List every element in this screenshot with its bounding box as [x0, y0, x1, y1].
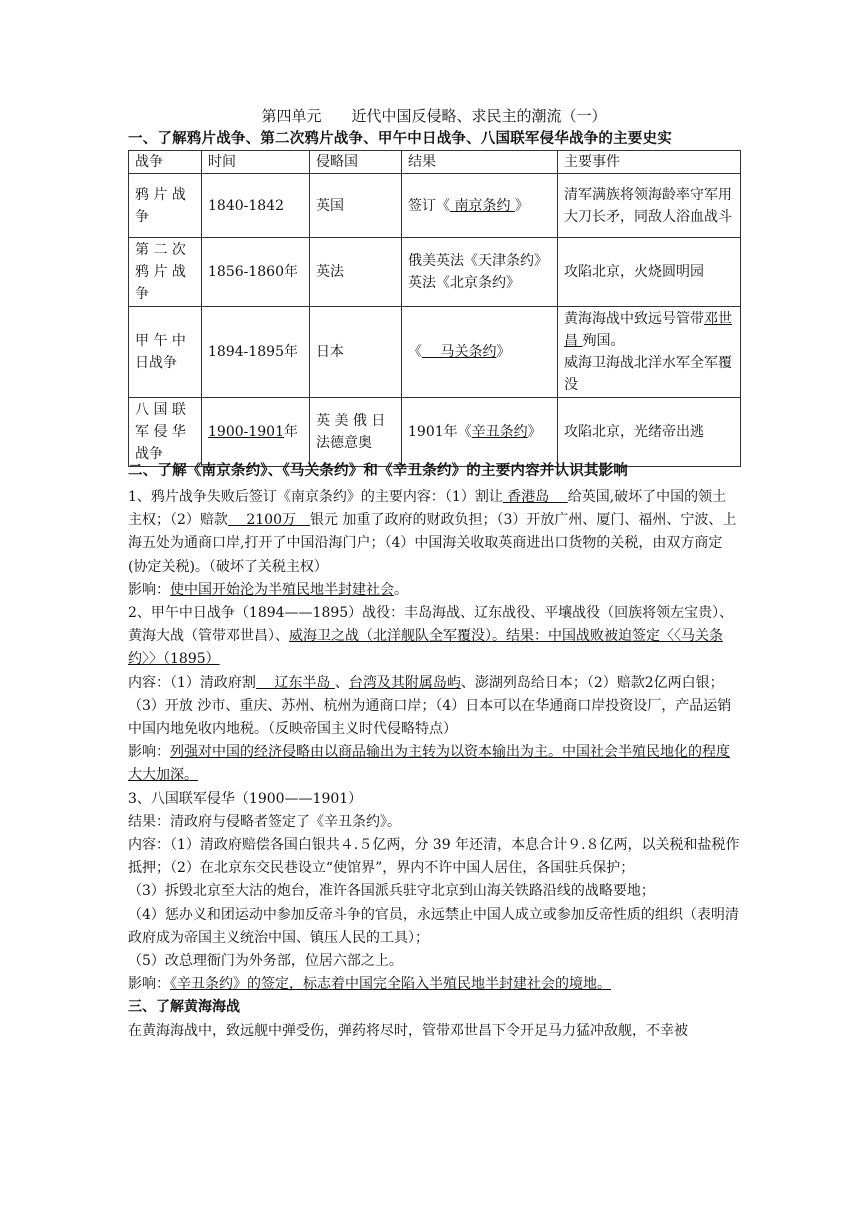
cell-war: 八 国 联军 侵 华战争 — [129, 398, 202, 467]
section-heading-2: 二、了解《南京条约》、《马关条约》和《辛丑条约》的主要内容并认识其影响 — [128, 462, 628, 479]
cell-events: 黄海海战中致远号管带邓世昌 殉国。 威海卫海战北洋水军全军覆没 — [558, 307, 741, 398]
table-row — [129, 398, 741, 467]
cell-events: 攻陷北京，火烧圆明园 — [558, 238, 741, 307]
paragraph-shimonoseki-content: 内容：（1）清政府割 辽东半岛 、台湾及其附属岛屿、澎湖列岛给日本；（2）赔款2亿两白银； — [128, 674, 724, 691]
header-time: 时间 — [202, 151, 310, 174]
paragraph-boxer-item-5: （5）改总理衙门为外务部，位居六部之上。 — [128, 953, 403, 970]
cell-events: 攻陷北京，光绪帝出逃 — [558, 398, 741, 467]
paragraph-shimonoseki-content-2: （3）开放 沙市、重庆、苏州、杭州为通商口岸；（4）日本可以在华通商口岸投资设厂，产品运销中国内地免收内地税。（反映帝国主义时代侵略特点） — [128, 697, 732, 738]
paragraph-boxer-item-4: （4）惩办义和团运动中参加反帝斗争的官员，永远禁止中国人成立或参加反帝性质的组织（表明清政府成为帝国主义统治中国、镇压人民的工具）； — [128, 906, 739, 946]
document-body — [128, 486, 740, 1043]
document-title: 第四单元 近代中国反侵略、求民主的潮流（一） — [261, 107, 607, 125]
cell-result: 俄美英法《天津条约》 英法《北京条约》 — [402, 238, 558, 307]
cell-war: 甲 午 中日战争 — [129, 307, 202, 398]
table-row — [129, 307, 741, 398]
section-heading-1: 一、了解鸦片战争、第二次鸦片战争、甲午中日战争、八国联军侵华战争的主要史实 — [128, 130, 672, 147]
paragraph-nanjing-impact: 影响：使中国开始沦为半殖民地半封建社会。 — [128, 581, 408, 598]
cell-result: 《 马关条约》 — [402, 307, 558, 398]
wars-table — [128, 150, 741, 467]
cell-time: 1900-1901年 — [202, 398, 310, 467]
cell-result: 1901年《辛丑条约》 — [402, 398, 558, 467]
cell-war: 鸦 片 战争 — [129, 174, 202, 238]
paragraph-yellow-sea: 在黄海海战中，致远舰中弹受伤，弹药将尽时，管带邓世昌下令开足马力猛冲敌舰，不幸被 — [128, 1022, 688, 1039]
paragraph-nanjing: 1、鸦片战争失败后签订《南京条约》的主要内容：（1）割让 香港岛 给英国,破坏了中国的领土主权；（2）赔款 2100万 银元 加重了政府的财政负担；（3）开放广州、厦门、福州、宁波、上海五处为通商口岸,打开了中国沿海门户；（4）中国海关收取英商进出口货物的关税，由双方商定 (协定关税)。（破坏了关税主权） — [128, 489, 737, 575]
paragraph-boxer-content: 内容：（1）清政府赔偿各国白银共４.５亿两，分 39 年还清，本息合计９.８亿两，以关税和盐税作抵押；（2）在北京东交民巷设立“使馆界”，界内不许中国人居住，各国驻兵保护； — [128, 837, 740, 877]
cell-time: 1894-1895年 — [202, 307, 310, 398]
paragraph-sino-japanese-war: 2、甲午中日战争（1894——1895）战役：丰岛海战、辽东战役、平壤战役（回族将领左宝贵）、黄海大战（管带邓世昌）、威海卫之战（北洋舰队全军覆没）。结果：中国战败被迫签定〈〈马关条约〉〉（1895） — [128, 605, 734, 668]
cell-events: 清军满族将领海龄率守军用大刀长矛，同敌人浴血战斗 — [558, 174, 741, 238]
cell-country: 英国 — [310, 174, 402, 238]
paragraph-eight-nation-title: 3、八国联军侵华（1900——1901） — [128, 790, 363, 807]
header-war: 战争 — [129, 151, 202, 174]
paragraph-boxer-result: 结果：清政府与侵略者签定了《辛丑条约》。 — [128, 813, 401, 830]
section-heading-3: 三、了解黄海海战 — [128, 999, 240, 1016]
cell-result: 签订《 南京条约 》 — [402, 174, 558, 238]
cell-country: 英法 — [310, 238, 402, 307]
cell-country: 日本 — [310, 307, 402, 398]
header-result: 结果 — [402, 151, 558, 174]
table-row — [129, 238, 741, 307]
table-header-row — [129, 151, 741, 174]
cell-time: 1856-1860年 — [202, 238, 310, 307]
table-row — [129, 174, 741, 238]
cell-war: 第 二 次鸦 片 战争 — [129, 238, 202, 307]
paragraph-boxer-item-3: （3）拆毁北京至大沽的炮台，准许各国派兵驻守北京到山海关铁路沿线的战略要地； — [128, 883, 655, 900]
paragraph-boxer-impact: 影响：《辛丑条约》的签定，标志着中国完全陷入半殖民地半封建社会的境地。 — [128, 976, 611, 993]
header-country: 侵略国 — [310, 151, 402, 174]
cell-time: 1840-1842 — [202, 174, 310, 238]
header-events: 主要事件 — [558, 151, 741, 174]
cell-country: 英 美 俄 日法德意奥 — [310, 398, 402, 467]
paragraph-shimonoseki-impact: 影响：列强对中国的经济侵略由以商品输出为主转为以资本输出为主。中国社会半殖民地化的程度大大加深。 — [128, 744, 730, 784]
